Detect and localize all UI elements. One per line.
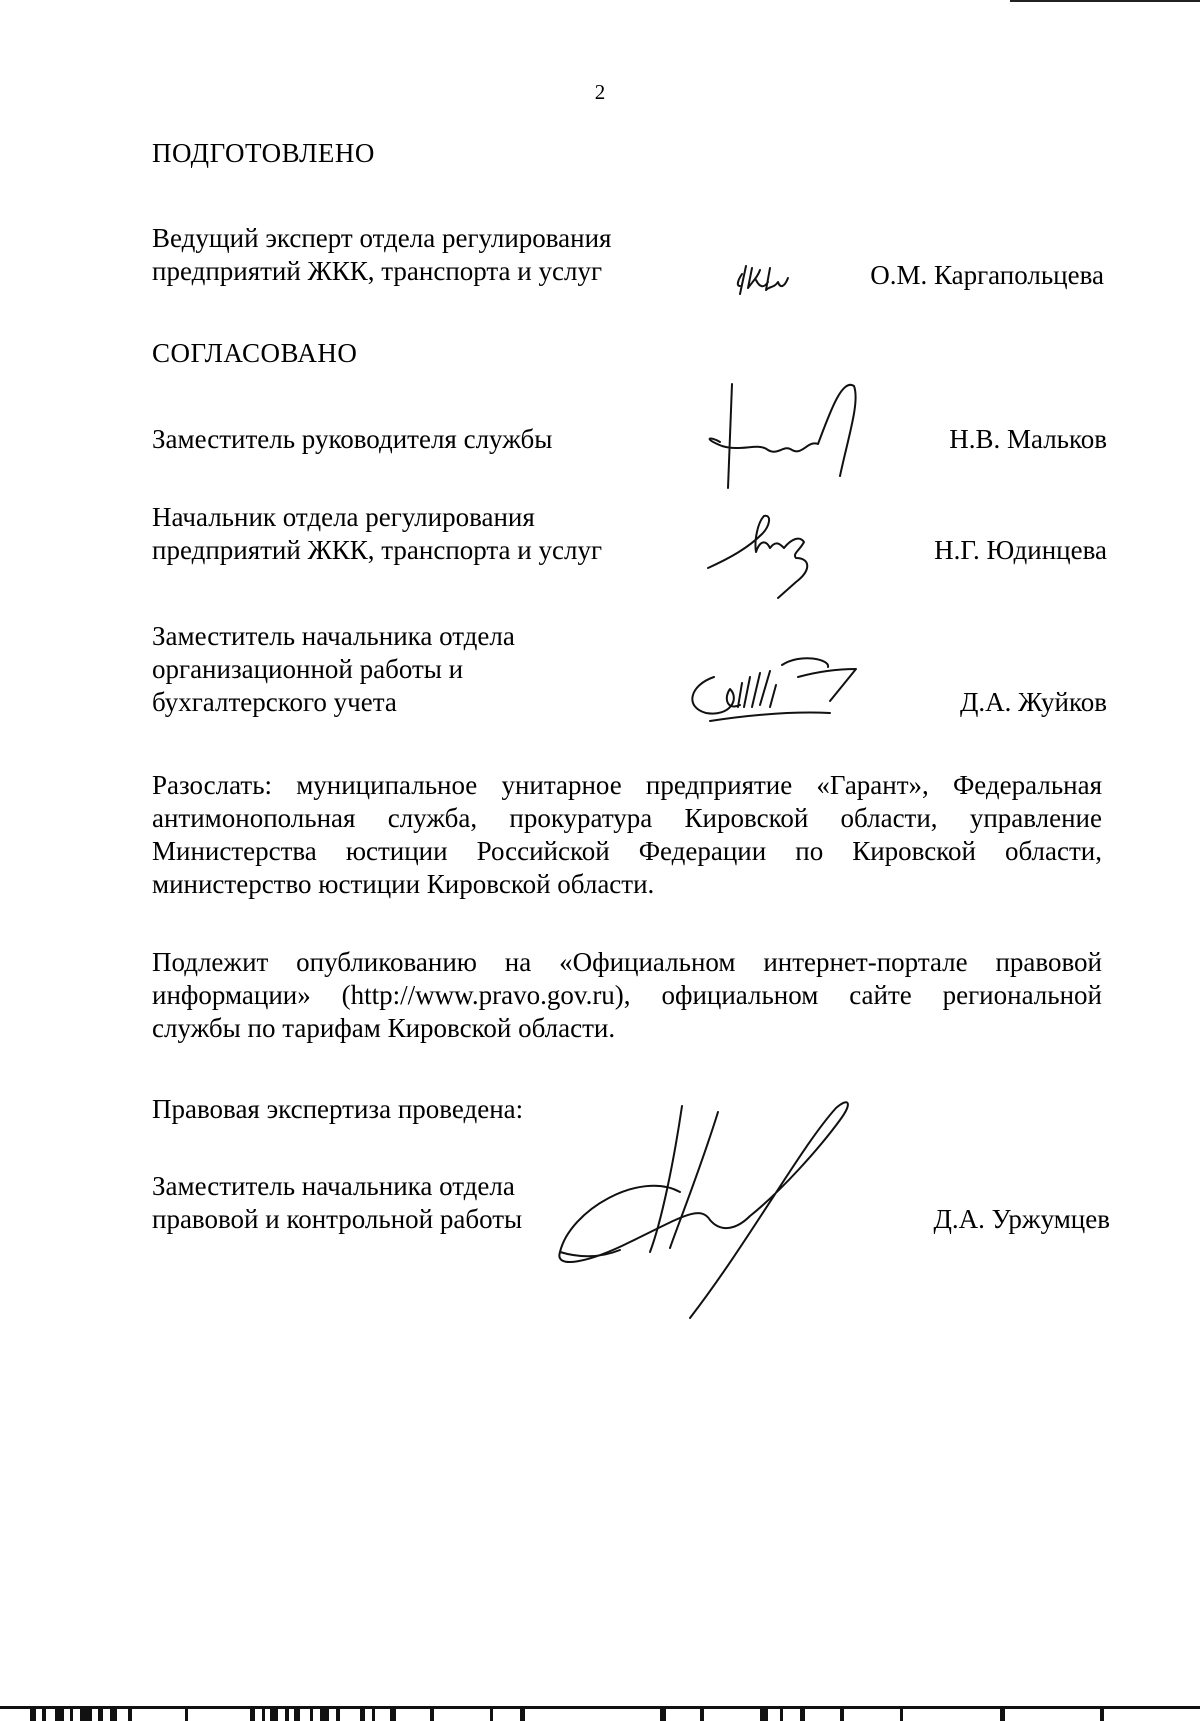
legal-review-position-line-1: Заместитель начальника отдела	[152, 1171, 515, 1201]
signature-kargapoltseva	[730, 258, 810, 298]
distribution-paragraph	[152, 769, 1102, 901]
distribution-line-3: Министерства юстиции Российской Федерации по Кировской области,	[152, 836, 1102, 866]
scan-barcode-strip	[0, 1706, 1200, 1721]
legal-review-name: Д.А. Уржумцев	[933, 1204, 1110, 1234]
publication-line-1: Подлежит опубликованию на «Официальном интернет-портале правовой	[152, 947, 1102, 977]
signatory-3-position-line-2: организационной работы и	[152, 654, 464, 684]
page-number: 2	[594, 80, 606, 104]
legal-review-position-line-2: правовой и контрольной работы	[152, 1204, 523, 1234]
publication-line-2: информации» (http://www.pravo.gov.ru), официальном сайте региональной	[152, 980, 1102, 1010]
signatory-2-name: Н.Г. Юдинцева	[934, 535, 1107, 565]
signature-zhuikov	[680, 655, 880, 735]
prepared-position-line-2: предприятий ЖКК, транспорта и услуг	[152, 256, 603, 286]
prepared-heading: ПОДГОТОВЛЕНО	[152, 138, 375, 168]
signatory-1-name: Н.В. Мальков	[949, 424, 1107, 454]
signatory-1-position-line-1: Заместитель руководителя службы	[152, 424, 553, 454]
distribution-line-4: министерство юстиции Кировской области.	[152, 869, 655, 899]
prepared-position-line-1: Ведущий эксперт отдела регулирования	[152, 223, 612, 253]
publication-paragraph	[152, 946, 1102, 1045]
legal-review-statement: Правовая экспертиза проведена:	[152, 1094, 524, 1124]
distribution-line-2: антимонопольная служба, прокуратура Кировской области, управление	[152, 803, 1102, 833]
signatory-3-name: Д.А. Жуйков	[960, 687, 1107, 717]
signature-malkov	[680, 380, 870, 490]
scan-edge-mark	[1010, 0, 1200, 6]
publication-line-3: службы по тарифам Кировской области.	[152, 1013, 616, 1043]
prepared-name: О.М. Каргапольцева	[870, 260, 1104, 290]
signatory-2-position-line-2: предприятий ЖКК, транспорта и услуг	[152, 535, 603, 565]
signatory-3-position-line-3: бухгалтерского учета	[152, 687, 397, 717]
signature-urzhumtsev	[550, 1100, 880, 1320]
signature-yudintseva	[700, 510, 840, 600]
signatory-3-position-line-1: Заместитель начальника отдела	[152, 621, 515, 651]
agreed-heading: СОГЛАСОВАНО	[152, 338, 358, 368]
distribution-line-1: Разослать: муниципальное унитарное предприятие «Гарант», Федеральная	[152, 770, 1102, 800]
signatory-2-position-line-1: Начальник отдела регулирования	[152, 502, 535, 532]
